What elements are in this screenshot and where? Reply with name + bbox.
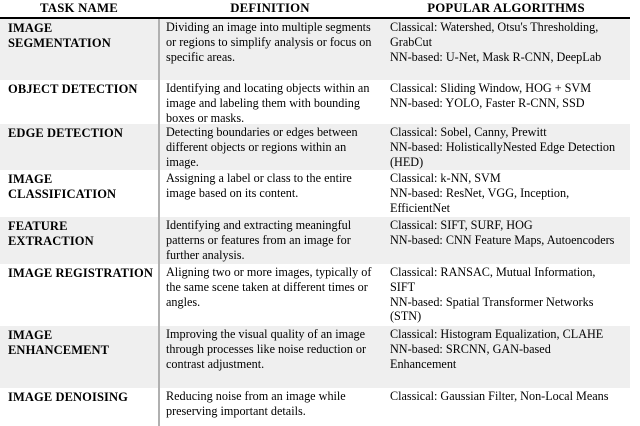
header-task-name: TASK NAME (40, 1, 118, 15)
algorithms-cell (382, 80, 630, 124)
definition-cell: Dividing an image into multiple segments or regions to simplify analysis or focus on specific areas. (158, 19, 382, 80)
algorithms-cell (382, 264, 630, 326)
nn-algorithms: NN-based: SRCNN, GAN-based Enhancement (390, 341, 551, 371)
algorithms-cell (382, 388, 630, 426)
task-name-cell: IMAGE CLASSIFICATION (8, 172, 117, 202)
table-row (0, 264, 630, 326)
definition-cell: Improving the visual quality of an image through processes like noise reduction or contrast adjustment. (158, 326, 382, 388)
definition-cell: Detecting boundaries or edges between different objects or regions within an image. (158, 124, 382, 170)
task-name-cell: OBJECT DETECTION (8, 82, 138, 96)
definition-cell: Aligning two or more images, typically of the same scene taken at different times or angles. (158, 264, 382, 326)
nn-algorithms: NN-based: CNN Feature Maps, Autoencoders (390, 232, 615, 247)
task-name-cell: IMAGE REGISTRATION (8, 266, 153, 280)
definition-cell: Reducing noise from an image while preserving important details. (158, 388, 382, 426)
table-row (0, 19, 630, 80)
task-name-cell: IMAGE ENHANCEMENT (8, 328, 110, 358)
header-definition: DEFINITION (230, 1, 310, 15)
task-name-cell: IMAGE SEGMENTATION (8, 21, 111, 51)
classical-algorithms: Classical: Gaussian Filter, Non-Local Means (390, 389, 609, 403)
task-name-cell: EDGE DETECTION (8, 126, 123, 140)
task-name-cell: IMAGE DENOISING (8, 390, 128, 404)
classical-algorithms: Classical: Histogram Equalization, CLAHE (390, 327, 604, 341)
definition-cell: Identifying and locating objects within an image and labeling them with bounding boxes or masks. (158, 80, 382, 124)
table-row (0, 388, 630, 426)
table-header-row (0, 0, 630, 19)
nn-algorithms: NN-based: Spatial Transformer Networks (STN) (390, 294, 594, 324)
nn-algorithms: NN-based: YOLO, Faster R-CNN, SSD (390, 95, 585, 110)
classical-algorithms: Classical: RANSAC, Mutual Information, SIFT (390, 265, 596, 294)
nn-algorithms: NN-based: HolisticallyNested Edge Detection (HED) (390, 139, 616, 169)
nn-algorithms: NN-based: ResNet, VGG, Inception, EfficientNet (390, 185, 570, 215)
table-row (0, 80, 630, 124)
table-row (0, 170, 630, 217)
algorithms-cell (382, 124, 630, 170)
classical-algorithms: Classical: k-NN, SVM (390, 171, 501, 185)
header-popular-algorithms: POPULAR ALGORITHMS (427, 1, 585, 15)
classical-algorithms: Classical: Sobel, Canny, Prewitt (390, 125, 547, 139)
algorithms-cell (382, 19, 630, 80)
algorithms-cell (382, 170, 630, 217)
table-row (0, 326, 630, 388)
classical-algorithms: Classical: SIFT, SURF, HOG (390, 218, 533, 232)
algorithms-cell (382, 326, 630, 388)
algorithms-cell (382, 217, 630, 264)
definition-cell: Assigning a label or class to the entire image based on its content. (158, 170, 382, 217)
task-name-cell: FEATURE EXTRACTION (8, 219, 94, 249)
classical-algorithms: Classical: Sliding Window, HOG + SVM (390, 81, 592, 95)
definition-cell: Identifying and extracting meaningful patterns or features from an image for further analysis. (158, 217, 382, 264)
classical-algorithms: Classical: Watershed, Otsu's Thresholding, GrabCut (390, 20, 599, 49)
table-row (0, 217, 630, 264)
table-row (0, 124, 630, 170)
nn-algorithms: NN-based: U-Net, Mask R-CNN, DeepLab (390, 49, 602, 64)
